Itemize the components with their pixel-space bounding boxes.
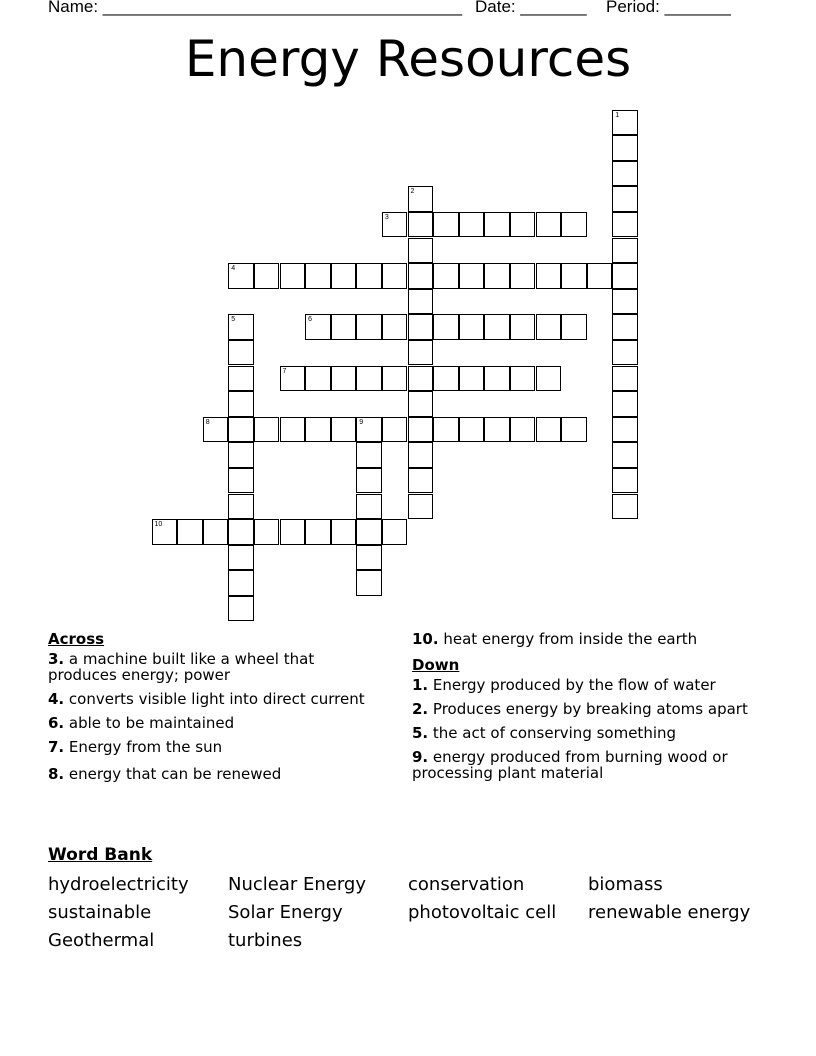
crossword-cell[interactable] xyxy=(331,314,357,340)
crossword-cell[interactable] xyxy=(561,263,587,289)
crossword-cell[interactable] xyxy=(408,340,434,366)
page-title: Energy Resources xyxy=(184,30,632,88)
crossword-cell[interactable] xyxy=(382,519,408,545)
crossword-cell[interactable] xyxy=(331,519,357,545)
crossword-cell[interactable] xyxy=(459,212,485,238)
crossword-cell[interactable] xyxy=(484,212,510,238)
crossword-cell[interactable] xyxy=(305,314,331,340)
crossword-cell[interactable] xyxy=(356,545,382,571)
clues-right xyxy=(412,631,757,789)
crossword-cell[interactable] xyxy=(612,212,638,238)
crossword-cell[interactable] xyxy=(612,391,638,417)
crossword-cell[interactable] xyxy=(331,417,357,443)
word-bank-item: biomass xyxy=(588,874,663,895)
crossword-cell[interactable] xyxy=(612,161,638,187)
date-field[interactable]: Date: _______ xyxy=(475,0,587,16)
clue-down-9: 9. energy produced from burning wood or processing plant material xyxy=(412,748,728,782)
crossword-cell[interactable] xyxy=(280,519,306,545)
crossword-cell[interactable] xyxy=(561,417,587,443)
crossword-cell[interactable] xyxy=(536,212,562,238)
clue-number: 5 xyxy=(231,316,236,324)
crossword-cell[interactable] xyxy=(356,263,382,289)
crossword-cell[interactable] xyxy=(152,519,178,545)
crossword-cell[interactable] xyxy=(612,417,638,443)
crossword-cell[interactable] xyxy=(408,314,434,340)
clue-across-6: 6. able to be maintained xyxy=(48,714,235,732)
crossword-cell[interactable] xyxy=(408,442,434,468)
crossword-cell[interactable] xyxy=(356,366,382,392)
clues-left xyxy=(48,631,378,790)
crossword-cell[interactable] xyxy=(561,212,587,238)
period-field[interactable]: Period: _______ xyxy=(606,0,731,16)
crossword-cell[interactable] xyxy=(536,263,562,289)
clue-down-5: 5. the act of conserving something xyxy=(412,724,677,742)
crossword-cell[interactable] xyxy=(254,417,280,443)
crossword-cell[interactable] xyxy=(612,340,638,366)
crossword-cell[interactable] xyxy=(612,263,638,289)
crossword-cell[interactable] xyxy=(356,468,382,494)
crossword-cell[interactable] xyxy=(612,366,638,392)
word-bank-item: sustainable xyxy=(48,902,152,923)
crossword-cell[interactable] xyxy=(484,366,510,392)
crossword-cell[interactable] xyxy=(228,545,254,571)
crossword-cell[interactable] xyxy=(280,417,306,443)
crossword-cell[interactable] xyxy=(382,366,408,392)
crossword-cell[interactable] xyxy=(305,263,331,289)
crossword-cell[interactable] xyxy=(612,110,638,136)
crossword-cell[interactable] xyxy=(536,366,562,392)
crossword-cell[interactable] xyxy=(561,314,587,340)
crossword-cell[interactable] xyxy=(228,442,254,468)
crossword-cell[interactable] xyxy=(203,417,229,443)
crossword-cell[interactable] xyxy=(510,263,536,289)
crossword-cell[interactable] xyxy=(536,314,562,340)
crossword-cell[interactable] xyxy=(356,417,382,443)
word-bank-item: renewable energy xyxy=(588,902,751,923)
crossword-cell[interactable] xyxy=(356,494,382,520)
crossword-cell[interactable] xyxy=(305,417,331,443)
crossword-cell[interactable] xyxy=(587,263,613,289)
crossword-cell[interactable] xyxy=(382,417,408,443)
crossword-cell[interactable] xyxy=(228,570,254,596)
crossword-cell[interactable] xyxy=(228,340,254,366)
clue-across-7: 7. Energy from the sun xyxy=(48,738,223,756)
crossword-cell[interactable] xyxy=(228,519,254,545)
word-bank-item: turbines xyxy=(228,930,303,951)
crossword-cell[interactable] xyxy=(228,494,254,520)
crossword-cell[interactable] xyxy=(612,186,638,212)
crossword-cell[interactable] xyxy=(280,366,306,392)
clue-number: 3 xyxy=(384,213,389,221)
crossword-cell[interactable] xyxy=(408,238,434,264)
clue-number: 4 xyxy=(231,265,236,273)
crossword-cell[interactable] xyxy=(408,391,434,417)
crossword-cell[interactable] xyxy=(305,519,331,545)
crossword-cell[interactable] xyxy=(612,494,638,520)
crossword-cell[interactable] xyxy=(356,442,382,468)
crossword-cell[interactable] xyxy=(612,289,638,315)
clue-number: 6 xyxy=(308,316,312,324)
crossword-cell[interactable] xyxy=(382,314,408,340)
crossword-cell[interactable] xyxy=(408,417,434,443)
crossword-cell[interactable] xyxy=(510,212,536,238)
crossword-cell[interactable] xyxy=(228,314,254,340)
crossword-cell[interactable] xyxy=(612,468,638,494)
word-bank-item: hydroelectricity xyxy=(48,874,189,895)
crossword-cell[interactable] xyxy=(382,212,408,238)
crossword-cell[interactable] xyxy=(254,519,280,545)
clue-across-4: 4. converts visible light into direct current xyxy=(48,690,365,708)
down-heading: Down xyxy=(412,656,460,674)
crossword-cell[interactable] xyxy=(408,289,434,315)
clue-number: 7 xyxy=(282,367,287,375)
crossword-cell[interactable] xyxy=(408,366,434,392)
crossword-cell[interactable] xyxy=(459,366,485,392)
word-bank-item: conservation xyxy=(408,874,525,895)
crossword-cell[interactable] xyxy=(228,596,254,622)
crossword-cell[interactable] xyxy=(484,263,510,289)
crossword-cell[interactable] xyxy=(510,314,536,340)
crossword-cell[interactable] xyxy=(228,391,254,417)
word-bank-item: Geothermal xyxy=(48,930,155,951)
crossword-cell[interactable] xyxy=(536,417,562,443)
crossword-cell[interactable] xyxy=(510,366,536,392)
crossword-cell[interactable] xyxy=(280,263,306,289)
crossword-cell[interactable] xyxy=(382,263,408,289)
crossword-cell[interactable] xyxy=(254,263,280,289)
crossword-cell[interactable] xyxy=(228,366,254,392)
crossword-cell[interactable] xyxy=(356,314,382,340)
crossword-cell[interactable] xyxy=(228,263,254,289)
clue-number: 2 xyxy=(410,188,415,196)
crossword-cell[interactable] xyxy=(228,417,254,443)
crossword-cell[interactable] xyxy=(459,314,485,340)
crossword-cell[interactable] xyxy=(484,417,510,443)
crossword-cell[interactable] xyxy=(331,366,357,392)
crossword-cell[interactable] xyxy=(510,417,536,443)
clue-down-2: 2. Produces energy by breaking atoms apart xyxy=(412,700,748,718)
crossword-cell[interactable] xyxy=(408,263,434,289)
crossword-cell[interactable] xyxy=(356,570,382,596)
crossword-cell[interactable] xyxy=(408,212,434,238)
clue-number: 9 xyxy=(359,418,364,426)
crossword-cell[interactable] xyxy=(433,212,459,238)
clue-across-10: 10. heat energy from inside the earth xyxy=(412,630,698,648)
crossword-cell[interactable] xyxy=(408,494,434,520)
crossword-cell[interactable] xyxy=(408,186,434,212)
crossword-cell[interactable] xyxy=(433,366,459,392)
crossword-cell[interactable] xyxy=(433,314,459,340)
crossword-cell[interactable] xyxy=(177,519,203,545)
clue-across-8: 8. energy that can be renewed xyxy=(48,765,282,783)
clue-across-3: 3. a machine built like a wheel that produces energy; power xyxy=(48,650,315,684)
crossword-cell[interactable] xyxy=(433,417,459,443)
crossword-cell[interactable] xyxy=(612,314,638,340)
crossword-cell[interactable] xyxy=(305,366,331,392)
crossword-cell[interactable] xyxy=(331,263,357,289)
crossword-cell[interactable] xyxy=(484,314,510,340)
crossword-cell[interactable] xyxy=(459,263,485,289)
crossword-cell[interactable] xyxy=(203,519,229,545)
crossword-cell[interactable] xyxy=(433,263,459,289)
name-field[interactable]: Name: ______________________________________ xyxy=(48,0,463,16)
crossword-cell[interactable] xyxy=(612,238,638,264)
across-heading: Across xyxy=(48,630,105,648)
crossword-cell[interactable] xyxy=(459,417,485,443)
crossword-cell[interactable] xyxy=(612,135,638,161)
crossword-cell[interactable] xyxy=(228,468,254,494)
word-bank-item: Solar Energy xyxy=(228,902,343,923)
word-bank-item: photovoltaic cell xyxy=(408,902,557,923)
crossword-cell[interactable] xyxy=(408,468,434,494)
clue-number: 1 xyxy=(615,111,620,119)
crossword-cell[interactable] xyxy=(356,519,382,545)
crossword-cell[interactable] xyxy=(612,442,638,468)
clue-number: 10 xyxy=(154,521,163,529)
clue-down-1: 1. Energy produced by the flow of water xyxy=(412,676,716,694)
clue-number: 8 xyxy=(205,418,210,426)
word-bank-item: Nuclear Energy xyxy=(228,874,367,895)
word-bank-heading: Word Bank xyxy=(48,845,153,865)
